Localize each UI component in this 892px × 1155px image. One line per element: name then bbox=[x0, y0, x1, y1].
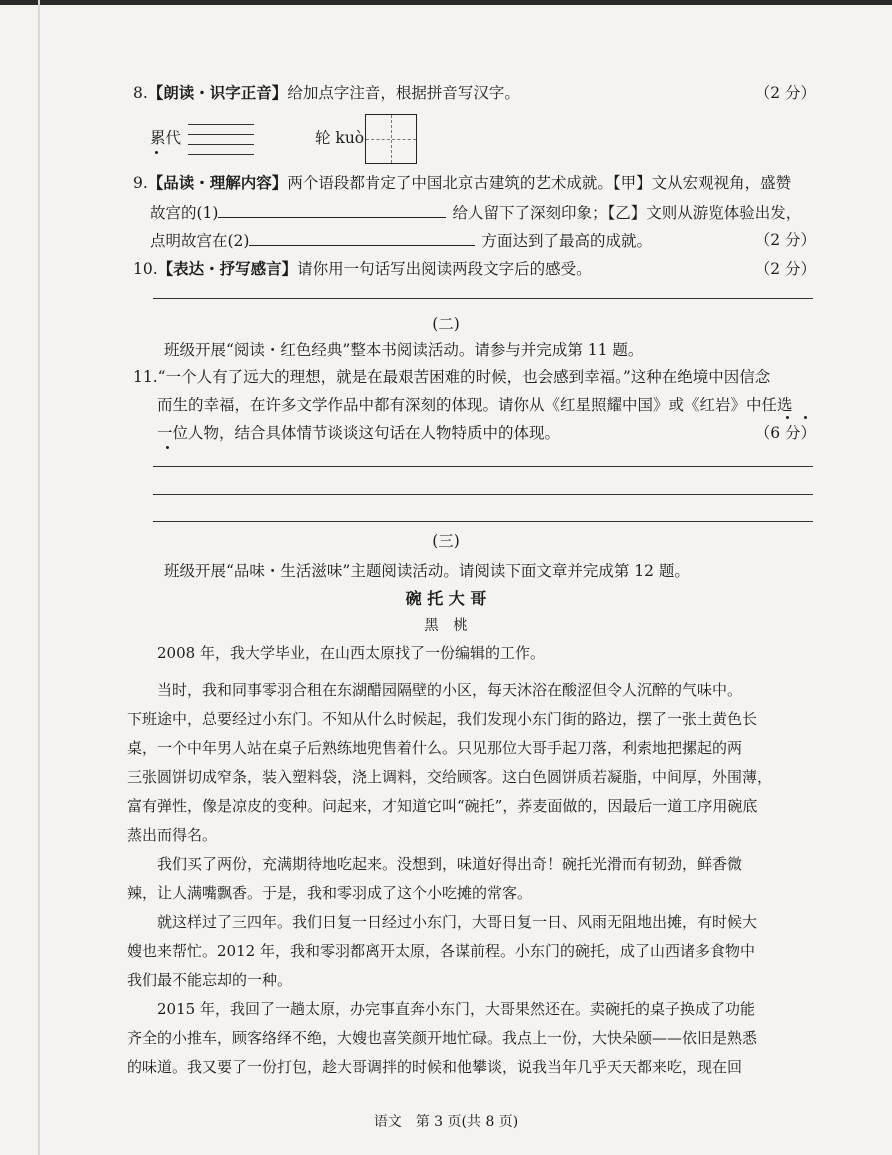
section-3-intro: 班级开展“品味・生活滋味”主题阅读活动。请阅读下面文章并完成第 12 题。 bbox=[164, 562, 690, 580]
article-line: 齐全的小推车，顾客络绎不绝，大嫂也喜笑颜开地忙碌。我点上一份，大快朵颐——依旧是熟悉 bbox=[127, 1029, 758, 1047]
article-line: 的味道。我又要了一份打包，趁大哥调拌的时候和他攀谈，说我当年几乎天天都来吃，现在回 bbox=[127, 1058, 743, 1076]
article-author: 黑 桃 bbox=[424, 618, 468, 634]
question-8 bbox=[133, 82, 520, 104]
article-line: 下班途中，总要经过小东门。不知从什么时候起，我们发现小东门街的路边，摆了一张土黄色长 bbox=[127, 710, 758, 728]
scan-top-border bbox=[0, 0, 892, 5]
emphasis-dot bbox=[786, 416, 789, 419]
q11-line2: 而生的幸福，在许多文学作品中都有深刻的体现。请你从《红星照耀中国》或《红岩》中任选 bbox=[157, 396, 793, 414]
q11-score: （6 分） bbox=[754, 424, 816, 442]
q8-word2: 轮 kuò bbox=[315, 129, 365, 147]
q8-score: （2 分） bbox=[754, 84, 816, 102]
answer-blank-2[interactable] bbox=[249, 229, 475, 246]
section-3-heading: (三) bbox=[432, 532, 460, 550]
q9-score: （2 分） bbox=[754, 231, 816, 249]
question-10 bbox=[133, 258, 592, 280]
q9-line3 bbox=[150, 229, 652, 252]
q8-tag: 【朗读・识字正音】 bbox=[147, 83, 288, 102]
emphasis-dot bbox=[804, 416, 807, 419]
article-line: 富有弹性，像是凉皮的变种。问起来，才知道它叫“碗托”，荞麦面做的，因最后一道工序用碗底 bbox=[127, 797, 758, 815]
article-line: 2008 年，我大学毕业，在山西太原找了一份编辑的工作。 bbox=[157, 644, 545, 662]
article-title: 碗 托 大 哥 bbox=[405, 589, 487, 608]
q9-text-3a: 点明故宫在(2) bbox=[150, 232, 250, 250]
emphasis-dot bbox=[166, 446, 169, 449]
q9-tag: 【品读・理解内容】 bbox=[147, 173, 288, 192]
emphasis-dot bbox=[155, 151, 158, 154]
answer-blank-1[interactable] bbox=[218, 201, 446, 218]
q9-text-3b: 方面达到了最高的成就。 bbox=[481, 232, 652, 250]
section-2-intro: 班级开展“阅读・红色经典”整本书阅读活动。请参与并完成第 11 题。 bbox=[164, 341, 644, 359]
q9-line1 bbox=[133, 172, 791, 194]
article-line: 我们买了两份，充满期待地吃起来。没想到，味道好得出奇！碗托光滑而有韧劲，鲜香微 bbox=[157, 855, 743, 873]
answer-line-q11-1[interactable] bbox=[153, 466, 813, 467]
q10-tag: 【表达・抒写感言】 bbox=[157, 259, 298, 278]
page-footer: 语文 第 3 页(共 8 页) bbox=[373, 1114, 519, 1130]
q10-text: 请你用一句话写出阅读两段文字后的感受。 bbox=[297, 260, 592, 278]
article-line: 当时，我和同事零羽合租在东湖醋园隔壁的小区，每天沐浴在酸涩但令人沉醉的气味中。 bbox=[157, 681, 743, 699]
article-line: 就这样过了三四年。我们日复一日经过小东门，大哥日复一日、风雨无阻地出摊，有时候大 bbox=[157, 913, 758, 931]
answer-line-q11-2[interactable] bbox=[153, 494, 813, 495]
q8-number: 8. bbox=[133, 84, 148, 102]
article-line: 嫂也来帮忙。2012 年，我和零羽都离开太原，各谋前程。小东门的碗托，成了山西诸多食物中 bbox=[127, 942, 755, 960]
article-line: 2015 年，我回了一趟太原，办完事直奔小东门，大哥果然还在。卖碗托的桌子换成了功能 bbox=[157, 1000, 755, 1018]
article-line: 桌，一个中年男人站在桌子后熟练地兜售着什么。只见那位大哥手起刀落，利索地把摞起的两 bbox=[127, 739, 743, 757]
article-line: 三张圆饼切成窄条，装入塑料袋，浇上调料，交给顾客。这白色圆饼质若凝脂，中间厚，外围薄， bbox=[127, 768, 773, 786]
q8-text: 给加点字注音，根据拼音写汉字。 bbox=[287, 84, 520, 102]
q9-line2 bbox=[150, 201, 801, 224]
q11-line3: 一位人物，结合具体情节谈谈这句话在人物特质中的体现。 bbox=[157, 424, 561, 442]
q9-text-1: 两个语段都肯定了中国北京古建筑的艺术成就。【甲】文从宏观视角，盛赞 bbox=[287, 174, 792, 192]
q11-line1: 11.“一个人有了远大的理想，就是在最艰苦困难的时候，也会感到幸福。”这种在绝境中因信念 bbox=[133, 368, 771, 386]
q10-score: （2 分） bbox=[754, 260, 816, 278]
answer-line-q10[interactable] bbox=[153, 298, 813, 299]
q9-text-2b: 给人留下了深刻印象；【乙】文则从游览体验出发， bbox=[452, 204, 802, 222]
section-2-heading: (二) bbox=[432, 315, 460, 333]
article-line: 辣，让人满嘴飘香。于是，我和零羽成了这个小吃摊的常客。 bbox=[127, 884, 533, 902]
q9-text-2a: 故宫的(1) bbox=[150, 204, 219, 222]
character-write-box[interactable] bbox=[365, 114, 417, 164]
article-line: 我们最不能忘却的一种。 bbox=[127, 971, 293, 989]
q10-number: 10. bbox=[133, 260, 158, 278]
scan-left-edge bbox=[38, 0, 40, 1155]
pinyin-write-lines[interactable] bbox=[188, 124, 254, 164]
answer-line-q11-3[interactable] bbox=[153, 521, 813, 522]
article-line: 蒸出而得名。 bbox=[127, 826, 218, 844]
q9-number: 9. bbox=[133, 174, 148, 192]
q8-word1: 累代 bbox=[150, 129, 182, 147]
